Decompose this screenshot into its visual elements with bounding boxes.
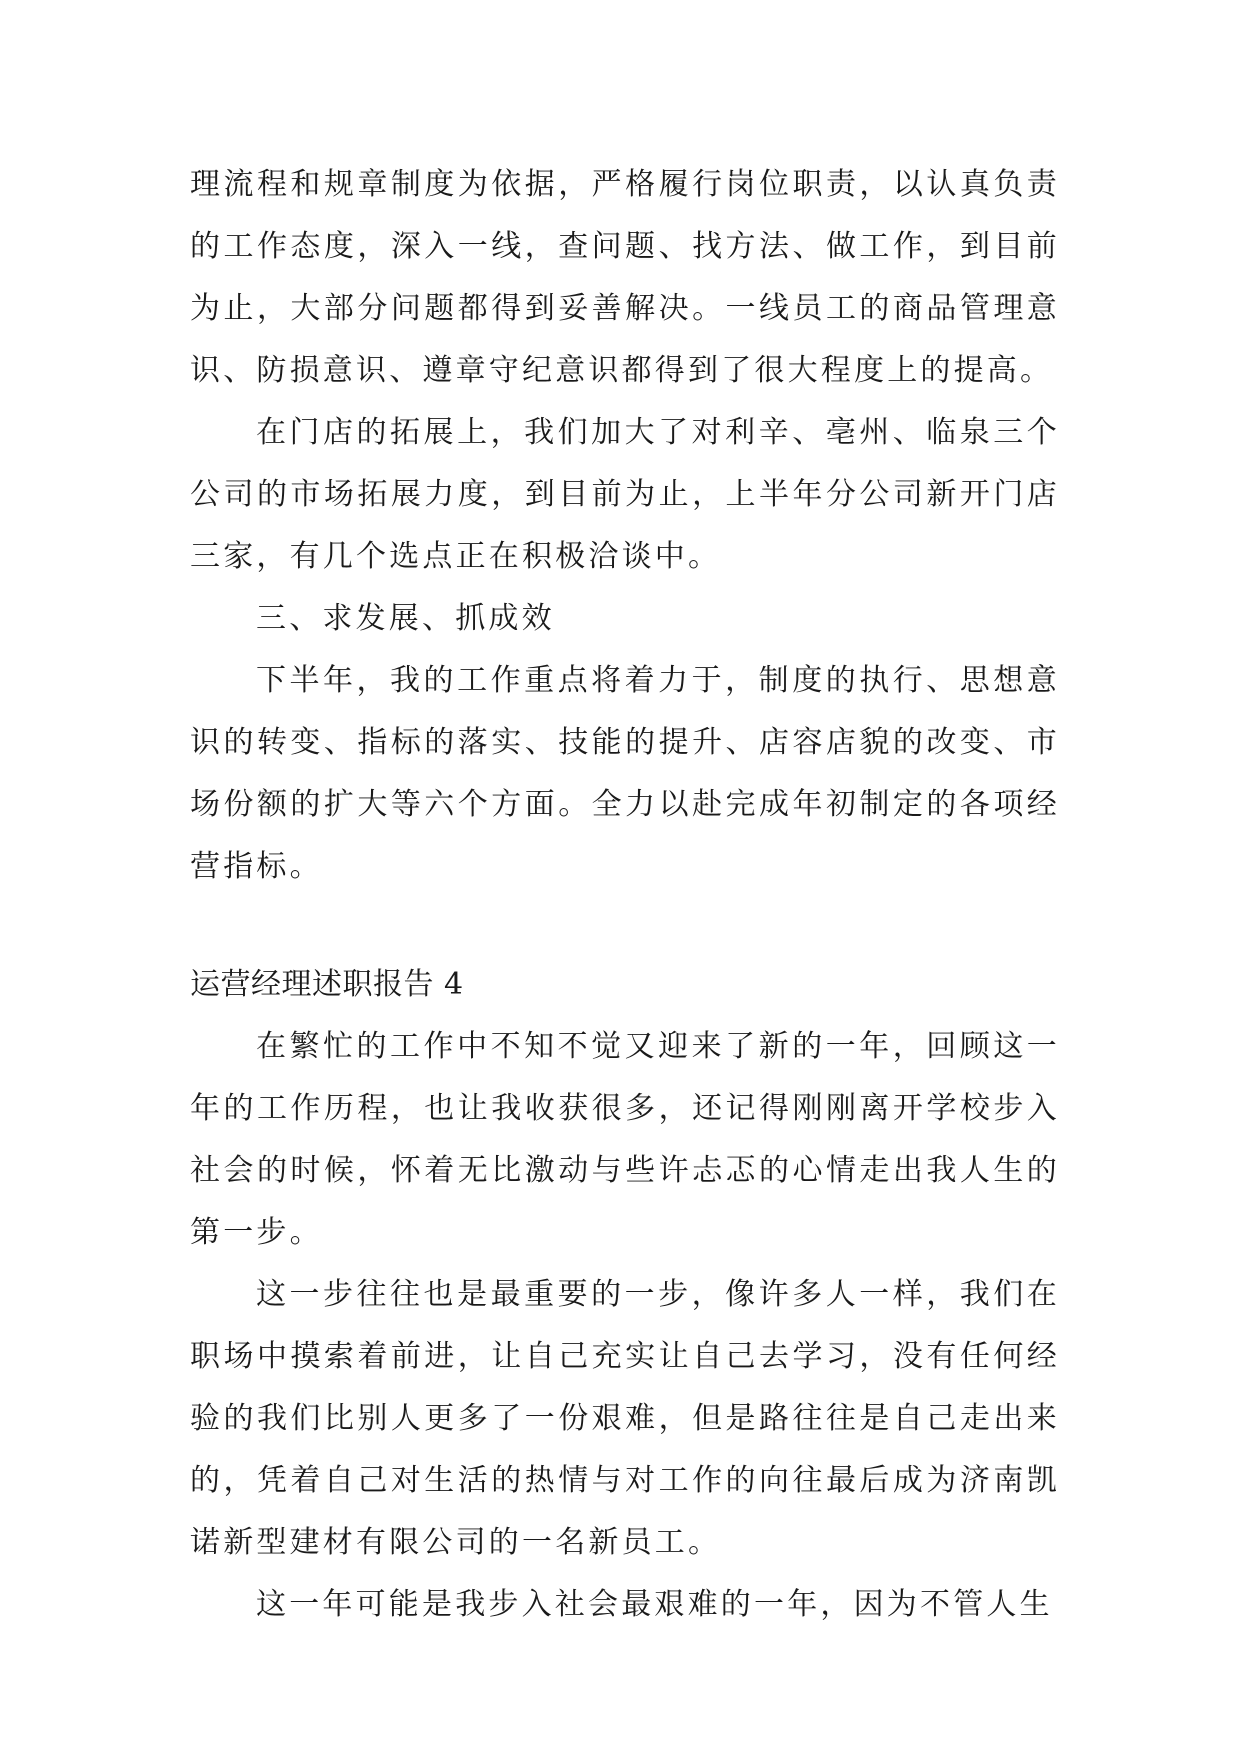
- paragraph-second-half-plan: 下半年，我的工作重点将着力于，制度的执行、思想意识的转变、指标的落实、技能的提升、店容店貌的改变、市场份额的扩大等六个方面。全力以赴完成年初制定的各项经营指标。: [190, 663, 1060, 884]
- document-body: [190, 154, 1060, 1636]
- paragraph-new-year-review: 在繁忙的工作中不知不觉又迎来了新的一年，回顾这一年的工作历程，也让我收获很多，还记得刚刚离开学校步入社会的时候，怀着无比激动与些许忐忑的心情走出我人生的第一步。: [190, 1029, 1060, 1250]
- paragraph-store-expansion: 在门店的拓展上，我们加大了对利辛、亳州、临泉三个公司的市场拓展力度，到目前为止，上半年分公司新开门店三家，有几个选点正在积极洽谈中。: [190, 415, 1060, 574]
- section-heading: 运营经理述职报告 4: [190, 967, 464, 1002]
- paragraph-first-step: 这一步往往也是最重要的一步，像许多人一样，我们在职场中摸索着前进，让自己充实让自己去学习，没有任何经验的我们比别人更多了一份艰难，但是路往往是自己走出来的，凭着自己对生活的热情与对工作的向往最后成为济南凯诺新型建材有限公司的一名新员工。: [190, 1277, 1060, 1560]
- paragraph-hardest-year: 这一年可能是我步入社会最艰难的一年，因为不管人生: [256, 1587, 1053, 1622]
- paragraph-process-duties: 理流程和规章制度为依据，严格履行岗位职责，以认真负责的工作态度，深入一线，查问题、找方法、做工作，到目前为止，大部分问题都得到妥善解决。一线员工的商品管理意识、防损意识、遵章守纪意识都得到了很大程度上的提高。: [190, 167, 1060, 388]
- subheading-seek-development: 三、求发展、抓成效: [256, 601, 555, 636]
